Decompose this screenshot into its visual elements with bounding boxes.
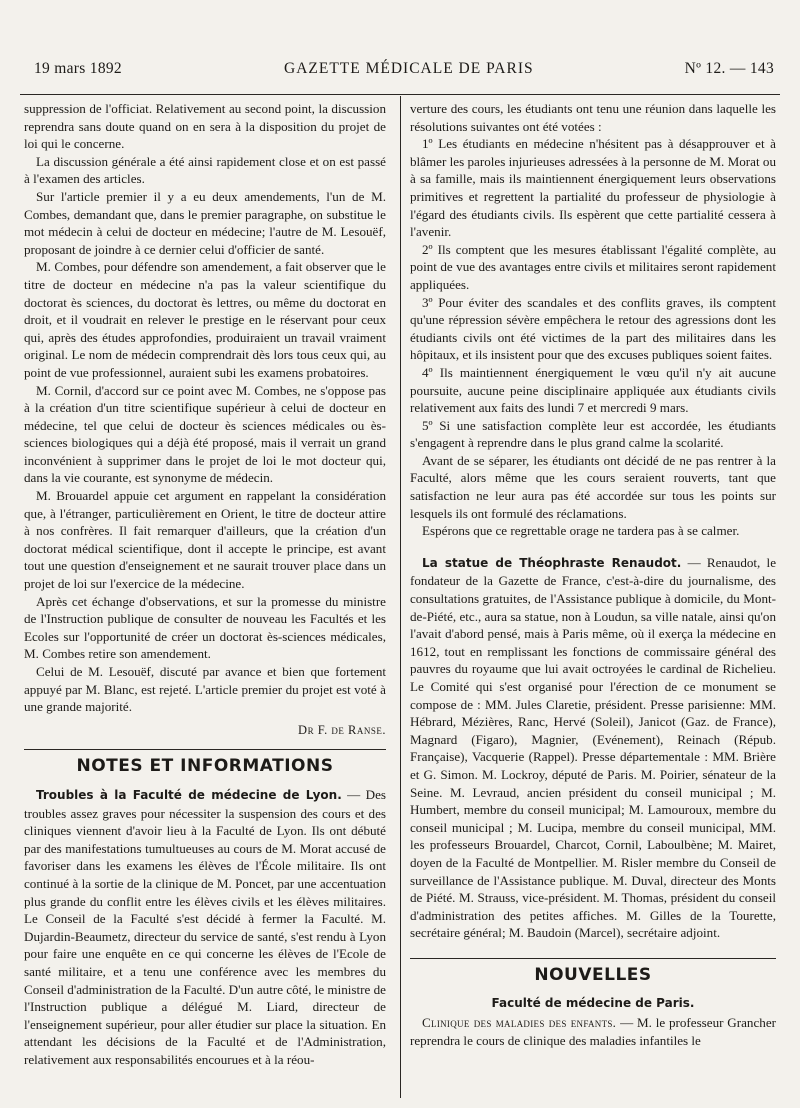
section-rule — [410, 958, 776, 959]
page-header — [34, 56, 774, 80]
article-clinique — [410, 1014, 776, 1049]
paragraph: La discussion générale a été ainsi rapidement close et on est passé à l'examen des articles. — [24, 153, 386, 187]
resolution-item: 4º Ils maintiennent énergiquement le vœu qu'il n'y ait aucune poursuite, aucune peine disciplinaire appliquée aux étudiants civils relativement aux faits des lundi 7 et mercredi 9 mars. — [410, 364, 776, 416]
article-lead: La statue de Théophraste Renaudot. — [422, 555, 682, 570]
article-body: — Renaudot, le fondateur de la Gazette de France, c'est-à-dire du journalisme, des consultations gratuites, de l'Assistance publique à domicile, du Mont-de-Piété, etc., aura sa statue, non à Loudun, sa ville natale, ainsi qu'on l'avait d'abord pensé, mais à Paris même, où il exerça la médecine en 1612, tout en remplissant les fonctions de commissaire général des pauvres du royaume que lui avait octroyées le cardinal de Richelieu. Le Comité qui s'est organisé pour l'érection de ce monument se compose de : MM. Jules Claretie, président. Presse parisienne: MM. Hébrard, Mézières, Ranc, Hervé (Soleil), Janicot (Gaz. de France), Magnard (Figaro), Magnier, (Evénement), Reinach (Répub. Française), Vacquerie (Rappel). Presse départementale : MM. Brière et G. Simon. M. Lockroy, député de Paris. M. Poirier, sénateur de la Seine. M. Levraud, ancien président du conseil municipal ; M. Humbert, membre du conseil municipal; M. Lamouroux, membre du conseil municipal ; M. Lucipa, membre du conseil municipal, MM. les professeurs Brouardel, Charcot, Cornil, Laboulbène; M. Mairet, doyen de la Faculté de Montpellier. M. Risler membre du Conseil de surveillance de l'Assistance publique. M. Duval, directeur des Monts de Piété. M. Strauss, vice-président. M. Thomas, président du conseil d'administration des petites affiches. M. Gilles de la Tourette, secrétaire général; M. Baudoin (Marcel), secrétaire adjoint. — [410, 554, 777, 941]
column-divider — [400, 96, 401, 1098]
paragraph: Sur l'article premier il y a eu deux amendements, l'un de M. Combes, demandant que, dans le premier paragraphe, on substitue le mot médecin à celui de docteur en médecine; l'autre de M. Lesouëf, proposant de joindre à ce dernier celui d'officier de santé. — [24, 188, 386, 257]
right-column — [410, 100, 776, 1049]
article-lyon — [24, 786, 386, 1069]
resolution-item: 1º Les étudiants en médecine n'hésitent pas à désapprouver et à blâmer les paroles injurieuses adressées à la personne de M. Morat ou à sa famille, mais ils maintiennent énergiquement leurs observations primitives et regrettent la partialité du professeur de physiologie à l'égard des étudiants civils. Ils espèrent que cette partialité cessera à l'avenir. — [410, 136, 776, 240]
paragraph: suppression de l'officiat. Relativement au second point, la discussion reprendra sans doute quand on en sera à la disposition du projet de loi qui le concerne. — [24, 101, 386, 152]
paragraph: M. Cornil, d'accord sur ce point avec M. Combes, ne s'oppose pas à la création d'un titre scientifique supérieur à celui de docteur en médecine, tel que celui de docteur ès sciences médicales ou ès-sciences biologiques qui a déjà été proposé, mais il verrait un grand inconvénient à supprimer dans le projet de loi le mot docteur qui, dans la vie courante, est synonyme de médecin. — [24, 382, 386, 486]
signature: Dr F. de Ranse. — [298, 722, 386, 737]
resolution-item: 2º Ils comptent que les mesures établissant l'égalité complète, au point de vue des avantages entre civils et militaires seront rapidement appliquées. — [410, 241, 776, 292]
subsection-title: Faculté de médecine de Paris. — [491, 995, 695, 1010]
paragraph: Celui de M. Lesouëf, discuté par avance et bien que fortement appuyé par M. Blanc, est rejeté. L'article premier du projet est voté à une grande majorité. — [24, 664, 386, 715]
journal-title: GAZETTE MÉDICALE DE PARIS — [284, 60, 534, 77]
paragraph: Après cet échange d'observations, et sur la promesse du ministre de l'Instruction publique de consulter de nouveau les Facultés et les Ecoles sur l'opportunité de créer un doctorat ès-sciences médicales, M. Combes retire son amendement. — [24, 593, 386, 662]
header-rule — [20, 94, 780, 95]
article-lead: Clinique des maladies des enfants. — [422, 1015, 617, 1031]
paragraph: Avant de se séparer, les étudiants ont décidé de ne pas rentrer à la Faculté, alors même que les cours seraient rouverts, tant que satisfaction ne leur aura pas été accordée sur tous les points sur lesquels ils ont formulé des réclamations. — [410, 452, 776, 521]
paragraph: M. Brouardel appuie cet argument en rappelant la considération que, à l'étranger, particulièrement en Orient, le titre de docteur attire à nos confrères. Il fait remarquer d'ailleurs, que la création d'un doctorat médical scientifique, dont il accepte le principe, est avant tout une question d'enseignement et ne saurait trouver place dans un projet de loi sur l'exercice de la médecine. — [24, 488, 386, 592]
issue-date: 19 mars 1892 — [34, 60, 122, 77]
article-body: — M. le professeur Grancher reprendra le cours de clinique des maladies infantiles le — [410, 1015, 776, 1048]
paragraph: M. Combes, pour défendre son amendement, a fait observer que le titre de docteur en médecine n'a pas la valeur scientifique du doctorat ès sciences, du doctorat ès lettres, ou même du doctorat en droit, et il voudrait en relever le prestige en le réservant pour ceux qui, après des études approfondies, produiraient un travail vraiment original. Le nom de médecin comprendrait dès lors tous ceux qui, au point de vue professionnel, auraient subi les examens probatoires. — [24, 259, 386, 380]
section-rule — [24, 749, 386, 750]
page-number: Nº 12. — 143 — [684, 60, 774, 77]
resolution-item: 5º Si une satisfaction complète leur est accordée, les étudiants s'engagent à reprendre dans le plus grand calme la scolarité. — [410, 417, 776, 451]
resolution-item: 3º Pour éviter des scandales et des conflits graves, ils comptent qu'une répression sévère empêchera le retour des agressions dont les étudiants civils ont été victimes de la part des militaires dans les hôpitaux, et ils insistent pour que des excuses publiques soient faites. — [410, 294, 776, 363]
paragraph: Espérons que ce regrettable orage ne tardera pas à se calmer. — [422, 523, 740, 539]
article-statue — [410, 554, 776, 942]
paragraph: verture des cours, les étudiants ont tenu une réunion dans laquelle les résolutions suivantes ont été votées : — [410, 101, 776, 134]
section-title: NOTES ET INFORMATIONS — [76, 756, 334, 777]
left-column — [24, 100, 386, 1068]
article-body: — Des troubles assez graves pour nécessiter la suspension des cours et des cliniques viennent d'avoir lieu à la Faculté de Lyon. Ils ont débuté par des manifestations tumultueuses au cours de M. Morat accusé de favoriser dans les examens les élèves de l'École militaire. Ils ont continué à la sortie de la clinique de M. Poncet, par une accentuation plus grande du conflit entre les élèves civils et les élèves militaires. Le Conseil de la Faculté s'est décidé à fermer la Faculté. M. Dujardin-Beaumetz, directeur du service de santé, s'est rendu à Lyon pour faire une enquête en ce qui concerne les élèves de l'Ecole de santé militaire, et a tenu une conférence avec les membres du Conseil d'administration de la Faculté. D'un autre côté, le ministre de l'Instruction publique a délégué M. Liard, directeur de l'enseignement supérieur, pour aller étudier sur place la situation. En attendant les décisions de la Faculté et de l'Administration, relativement aux responsabilités encourues et à la réou- — [24, 786, 386, 1067]
article-lead: Troubles à la Faculté de médecine de Lyon. — [36, 787, 342, 802]
section-title: NOUVELLES — [534, 964, 652, 985]
